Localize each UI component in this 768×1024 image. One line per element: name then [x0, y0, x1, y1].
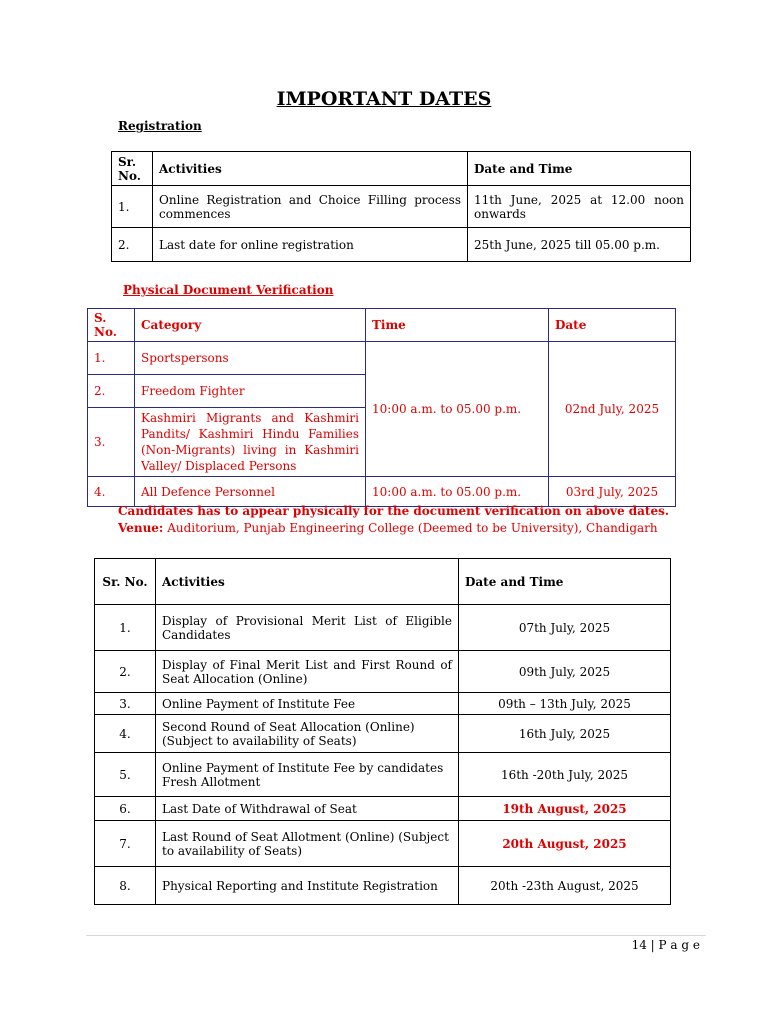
header-sr: Sr. No. [112, 152, 153, 186]
cell-date: 20th August, 2025 [459, 821, 671, 867]
table-row [95, 651, 671, 693]
cell-activity: Display of Final Merit List and First Round of Seat Allocation (Online) [156, 651, 459, 693]
cell-sr: 8. [95, 867, 156, 905]
cell-date: 11th June, 2025 at 12.00 noon onwards [468, 186, 691, 228]
registration-table [111, 151, 691, 262]
cell-sno: 2. [88, 375, 135, 408]
allocation-table [94, 558, 671, 905]
cell-activity: Second Round of Seat Allocation (Online) (Subject to availability of Seats) [156, 715, 459, 753]
table-row [95, 693, 671, 715]
cell-category: Kashmiri Migrants and Kashmiri Pandits/ Kashmiri Hindu Families (Non-Migrants) living in Kashmiri Valley/ Displaced Persons [135, 408, 366, 477]
header-date: Date [549, 309, 676, 342]
cell-date: 25th June, 2025 till 05.00 p.m. [468, 228, 691, 262]
header-category: Category [135, 309, 366, 342]
cell-time-merged: 10:00 a.m. to 05.00 p.m. [366, 342, 549, 477]
cell-sr: 6. [95, 797, 156, 821]
header-activities: Activities [153, 152, 468, 186]
cell-activity: Last Date of Withdrawal of Seat [156, 797, 459, 821]
cell-activity: Online Payment of Institute Fee by candidates Fresh Allotment [156, 753, 459, 797]
cell-sno: 3. [88, 408, 135, 477]
page-number: 14 | P a g e [631, 938, 700, 952]
cell-date: 09th – 13th July, 2025 [459, 693, 671, 715]
cell-time: 10:00 a.m. to 05.00 p.m. [366, 477, 549, 507]
cell-activity: Physical Reporting and Institute Registration [156, 867, 459, 905]
cell-date: 09th July, 2025 [459, 651, 671, 693]
cell-date: 07th July, 2025 [459, 605, 671, 651]
cell-category: All Defence Personnel [135, 477, 366, 507]
header-date: Date and Time [468, 152, 691, 186]
table-header-row [95, 559, 671, 605]
cell-sno: 4. [88, 477, 135, 507]
footer-divider [86, 935, 706, 936]
table-row [88, 477, 676, 507]
page-title: IMPORTANT DATES [276, 88, 492, 110]
table-row [95, 867, 671, 905]
verification-table [87, 308, 676, 507]
cell-sr: 5. [95, 753, 156, 797]
cell-sr: 1. [112, 186, 153, 228]
table-row [95, 753, 671, 797]
cell-sr: 4. [95, 715, 156, 753]
table-row [112, 228, 691, 262]
note-text: Candidates has to appear physically for the document verification on above dates. [118, 504, 670, 518]
header-sno: S. No. [88, 309, 135, 342]
cell-activity: Display of Provisional Merit List of Eligible Candidates [156, 605, 459, 651]
cell-sno: 1. [88, 342, 135, 375]
table-row [95, 715, 671, 753]
table-row [112, 186, 691, 228]
cell-activity: Online Payment of Institute Fee [156, 693, 459, 715]
header-activities: Activities [156, 559, 459, 605]
table-header-row [88, 309, 676, 342]
cell-date: 16th July, 2025 [459, 715, 671, 753]
cell-sr: 7. [95, 821, 156, 867]
header-sr: Sr. No. [95, 559, 156, 605]
table-header-row [112, 152, 691, 186]
venue-label: Venue: [118, 521, 164, 535]
cell-activity: Last Round of Seat Allotment (Online) (Subject to availability of Seats) [156, 821, 459, 867]
registration-heading: Registration [118, 119, 202, 133]
cell-date: 03rd July, 2025 [549, 477, 676, 507]
table-row [88, 342, 676, 375]
verification-heading: Physical Document Verification [123, 283, 334, 297]
cell-date: 20th -23th August, 2025 [459, 867, 671, 905]
verification-note [118, 503, 718, 537]
cell-date-merged: 02nd July, 2025 [549, 342, 676, 477]
cell-category: Freedom Fighter [135, 375, 366, 408]
cell-sr: 2. [112, 228, 153, 262]
cell-sr: 1. [95, 605, 156, 651]
venue-text: Auditorium, Punjab Engineering College (Deemed to be University), Chandigarh [167, 521, 658, 535]
cell-activity: Last date for online registration [153, 228, 468, 262]
table-row [95, 605, 671, 651]
table-row [95, 821, 671, 867]
header-date: Date and Time [459, 559, 671, 605]
cell-date: 19th August, 2025 [459, 797, 671, 821]
table-row [95, 797, 671, 821]
header-time: Time [366, 309, 549, 342]
cell-category: Sportspersons [135, 342, 366, 375]
cell-date: 16th -20th July, 2025 [459, 753, 671, 797]
cell-sr: 3. [95, 693, 156, 715]
cell-activity: Online Registration and Choice Filling process commences [153, 186, 468, 228]
cell-sr: 2. [95, 651, 156, 693]
